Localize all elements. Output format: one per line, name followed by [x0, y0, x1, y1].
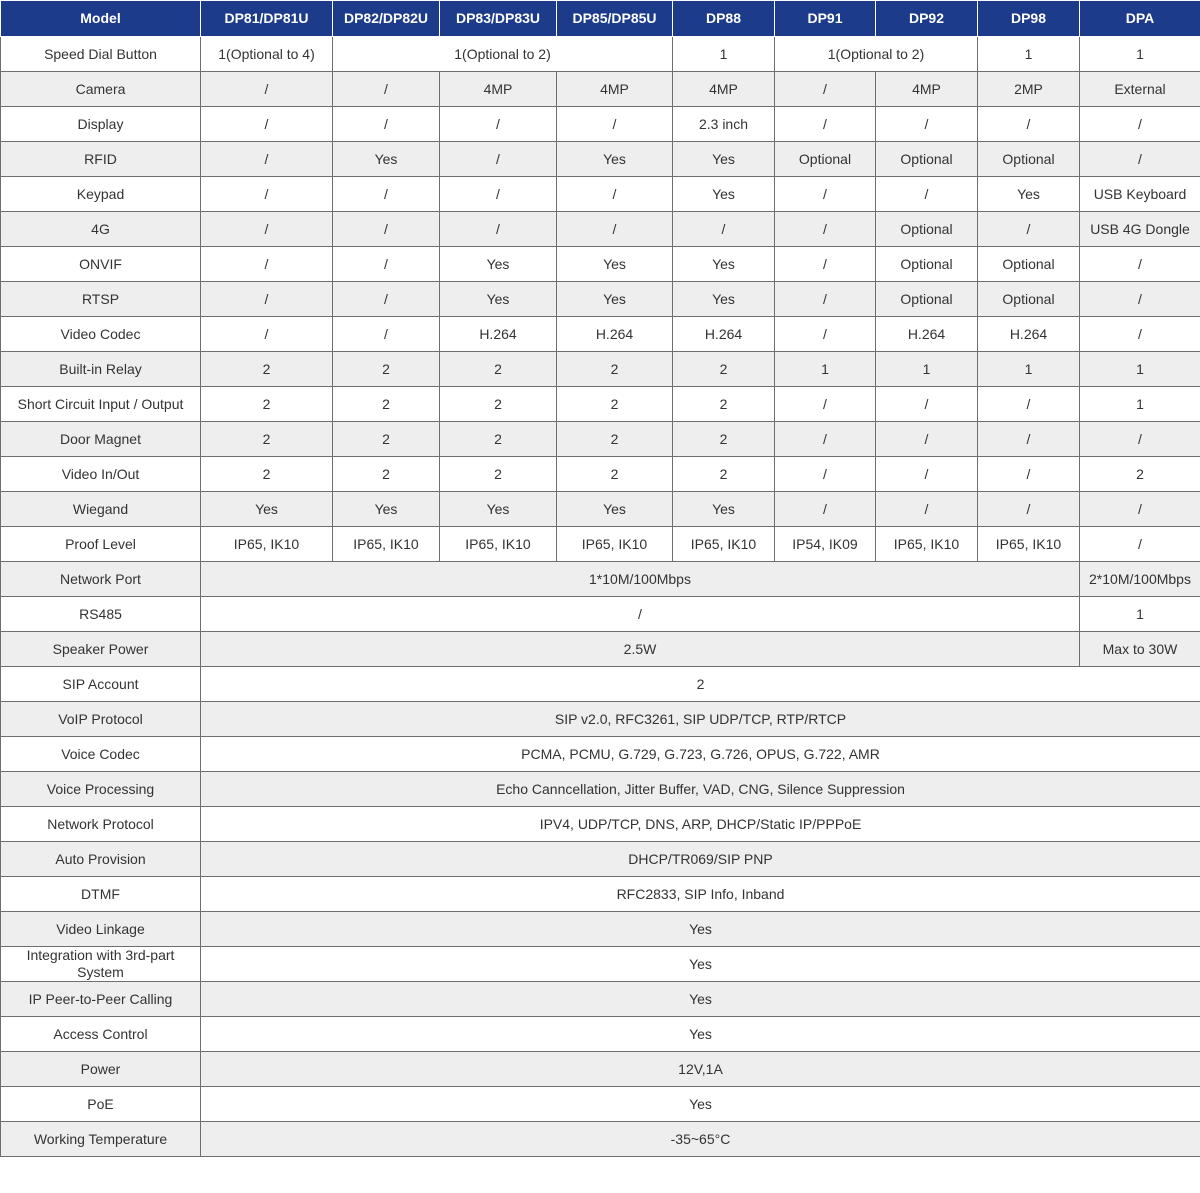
table-cell: Optional	[876, 142, 978, 177]
table-cell: 1	[1080, 37, 1200, 72]
row-label: SIP Account	[1, 667, 201, 702]
table-cell: Yes	[333, 142, 440, 177]
row-label: IP Peer-to-Peer Calling	[1, 982, 201, 1017]
table-cell: /	[201, 247, 333, 282]
table-cell: /	[1080, 142, 1200, 177]
table-cell: /	[978, 422, 1080, 457]
table-cell: Yes	[201, 1017, 1200, 1052]
table-header-row	[1, 1, 1200, 37]
table-cell: Yes	[557, 492, 673, 527]
table-cell: 4MP	[557, 72, 673, 107]
table-cell: /	[978, 457, 1080, 492]
table-cell: /	[333, 317, 440, 352]
table-cell: /	[440, 212, 557, 247]
table-cell: Yes	[333, 492, 440, 527]
table-cell: Max to 30W	[1080, 632, 1200, 667]
table-cell: 2.5W	[201, 632, 1080, 667]
row-label: Working Temperature	[1, 1122, 201, 1157]
table-cell: USB Keyboard	[1080, 177, 1200, 212]
table-row	[1, 387, 1200, 422]
row-label: RS485	[1, 597, 201, 632]
table-cell: /	[775, 177, 876, 212]
table-cell: Yes	[673, 177, 775, 212]
table-cell: 2	[440, 387, 557, 422]
table-cell: /	[333, 212, 440, 247]
table-cell: 2	[201, 667, 1200, 702]
table-row	[1, 667, 1200, 702]
table-cell: Echo Canncellation, Jitter Buffer, VAD, CNG, Silence Suppression	[201, 772, 1200, 807]
table-cell: IP65, IK10	[201, 527, 333, 562]
row-label: Keypad	[1, 177, 201, 212]
table-cell: 1	[673, 37, 775, 72]
column-header-model-name: DP88	[673, 1, 775, 37]
row-label: Auto Provision	[1, 842, 201, 877]
table-cell: /	[201, 317, 333, 352]
table-cell: 2	[201, 457, 333, 492]
table-row	[1, 352, 1200, 387]
table-cell: -35~65°C	[201, 1122, 1200, 1157]
table-cell: /	[201, 72, 333, 107]
table-cell: 2	[440, 352, 557, 387]
table-cell: External	[1080, 72, 1200, 107]
table-cell: 4MP	[673, 72, 775, 107]
row-label: DTMF	[1, 877, 201, 912]
table-cell: /	[333, 107, 440, 142]
table-cell: 12V,1A	[201, 1052, 1200, 1087]
table-cell: /	[1080, 527, 1200, 562]
table-row	[1, 422, 1200, 457]
table-cell: 2	[201, 422, 333, 457]
table-cell: 1	[876, 352, 978, 387]
table-cell: Yes	[201, 912, 1200, 947]
table-cell: Yes	[557, 247, 673, 282]
table-cell: Yes	[557, 282, 673, 317]
table-row	[1, 72, 1200, 107]
table-cell: /	[775, 387, 876, 422]
table-cell: IP65, IK10	[440, 527, 557, 562]
table-cell: /	[1080, 422, 1200, 457]
table-cell: Yes	[440, 247, 557, 282]
table-cell: Yes	[673, 492, 775, 527]
table-cell: /	[978, 107, 1080, 142]
table-cell: SIP v2.0, RFC3261, SIP UDP/TCP, RTP/RTCP	[201, 702, 1200, 737]
column-header-model-name: DP85/DP85U	[557, 1, 673, 37]
table-cell: 1	[1080, 352, 1200, 387]
table-cell: 1(Optional to 2)	[333, 37, 673, 72]
table-cell: /	[876, 457, 978, 492]
table-cell: Optional	[876, 282, 978, 317]
column-header-model-name: DP92	[876, 1, 978, 37]
table-cell: /	[876, 107, 978, 142]
row-label: VoIP Protocol	[1, 702, 201, 737]
table-cell: /	[333, 282, 440, 317]
table-cell: 2.3 inch	[673, 107, 775, 142]
table-cell: IP65, IK10	[673, 527, 775, 562]
table-cell: 1	[775, 352, 876, 387]
table-cell: /	[978, 492, 1080, 527]
table-row	[1, 1122, 1200, 1157]
table-cell: DHCP/TR069/SIP PNP	[201, 842, 1200, 877]
table-cell: /	[775, 72, 876, 107]
table-cell: H.264	[978, 317, 1080, 352]
table-cell: Yes	[978, 177, 1080, 212]
table-cell: 2	[1080, 457, 1200, 492]
table-cell: /	[1080, 492, 1200, 527]
row-label: RFID	[1, 142, 201, 177]
table-cell: 2	[673, 387, 775, 422]
table-cell: Optional	[876, 247, 978, 282]
table-cell: PCMA, PCMU, G.729, G.723, G.726, OPUS, G.722, AMR	[201, 737, 1200, 772]
table-cell: /	[201, 597, 1080, 632]
table-cell: /	[876, 422, 978, 457]
table-cell: /	[333, 72, 440, 107]
table-cell: Optional	[978, 282, 1080, 317]
table-cell: Optional	[775, 142, 876, 177]
table-cell: /	[775, 212, 876, 247]
table-row	[1, 1052, 1200, 1087]
table-row	[1, 37, 1200, 72]
table-cell: IPV4, UDP/TCP, DNS, ARP, DHCP/Static IP/PPPoE	[201, 807, 1200, 842]
table-cell: /	[201, 282, 333, 317]
table-cell: 1	[978, 37, 1080, 72]
table-cell: IP54, IK09	[775, 527, 876, 562]
table-cell: H.264	[673, 317, 775, 352]
table-cell: /	[440, 142, 557, 177]
table-cell: /	[673, 212, 775, 247]
table-cell: Optional	[978, 247, 1080, 282]
table-row	[1, 1017, 1200, 1052]
table-cell: /	[775, 282, 876, 317]
row-label: PoE	[1, 1087, 201, 1122]
table-row	[1, 632, 1200, 667]
table-cell: Yes	[673, 142, 775, 177]
table-cell: /	[1080, 107, 1200, 142]
table-cell: /	[1080, 282, 1200, 317]
table-cell: Yes	[673, 282, 775, 317]
table-cell: /	[775, 107, 876, 142]
table-row	[1, 912, 1200, 947]
row-label: Proof Level	[1, 527, 201, 562]
table-cell: 1*10M/100Mbps	[201, 562, 1080, 597]
table-cell: 2	[673, 457, 775, 492]
table-cell: Yes	[201, 492, 333, 527]
table-cell: Yes	[440, 282, 557, 317]
table-cell: 2	[333, 352, 440, 387]
table-cell: 2	[673, 422, 775, 457]
row-label: Speed Dial Button	[1, 37, 201, 72]
row-label: Camera	[1, 72, 201, 107]
table-cell: 1(Optional to 2)	[775, 37, 978, 72]
row-label: Door Magnet	[1, 422, 201, 457]
column-header-model-name: DP81/DP81U	[201, 1, 333, 37]
table-cell: /	[876, 177, 978, 212]
table-row	[1, 282, 1200, 317]
table-cell: /	[201, 177, 333, 212]
table-cell: 4MP	[440, 72, 557, 107]
table-row	[1, 597, 1200, 632]
table-cell: /	[440, 107, 557, 142]
table-cell: /	[333, 177, 440, 212]
table-cell: 2	[333, 422, 440, 457]
table-cell: H.264	[876, 317, 978, 352]
table-cell: H.264	[557, 317, 673, 352]
row-label: Integration with 3rd-part System	[1, 947, 201, 982]
table-row	[1, 177, 1200, 212]
table-cell: 2*10M/100Mbps	[1080, 562, 1200, 597]
table-cell: 2MP	[978, 72, 1080, 107]
table-cell: Optional	[978, 142, 1080, 177]
table-cell: /	[1080, 317, 1200, 352]
row-label: 4G	[1, 212, 201, 247]
table-cell: /	[333, 247, 440, 282]
table-row	[1, 842, 1200, 877]
table-row	[1, 212, 1200, 247]
table-cell: /	[201, 107, 333, 142]
row-label: Wiegand	[1, 492, 201, 527]
row-label: Short Circuit Input / Output	[1, 387, 201, 422]
table-cell: /	[557, 177, 673, 212]
table-cell: /	[201, 142, 333, 177]
table-cell: Yes	[201, 982, 1200, 1017]
table-cell: Yes	[201, 1087, 1200, 1122]
table-cell: /	[978, 387, 1080, 422]
table-cell: RFC2833, SIP Info, Inband	[201, 877, 1200, 912]
row-label: Video In/Out	[1, 457, 201, 492]
table-row	[1, 807, 1200, 842]
table-cell: 2	[440, 422, 557, 457]
table-cell: /	[775, 317, 876, 352]
table-cell: 1	[1080, 387, 1200, 422]
row-label: Video Codec	[1, 317, 201, 352]
column-header-model-name: DP83/DP83U	[440, 1, 557, 37]
table-cell: H.264	[440, 317, 557, 352]
column-header-model-name: DP82/DP82U	[333, 1, 440, 37]
column-header-model-name: DP91	[775, 1, 876, 37]
table-cell: /	[775, 492, 876, 527]
table-row	[1, 317, 1200, 352]
table-row	[1, 142, 1200, 177]
table-row	[1, 982, 1200, 1017]
table-cell: /	[876, 492, 978, 527]
table-row	[1, 562, 1200, 597]
table-cell: Yes	[201, 947, 1200, 982]
table-cell: Yes	[557, 142, 673, 177]
table-row	[1, 1087, 1200, 1122]
row-label: Voice Codec	[1, 737, 201, 772]
table-cell: 1(Optional to 4)	[201, 37, 333, 72]
table-cell: /	[557, 107, 673, 142]
table-cell: /	[876, 387, 978, 422]
table-cell: 2	[673, 352, 775, 387]
table-cell: 2	[557, 352, 673, 387]
row-label: ONVIF	[1, 247, 201, 282]
row-label: Power	[1, 1052, 201, 1087]
table-row	[1, 737, 1200, 772]
table-body	[1, 37, 1200, 1157]
table-row	[1, 492, 1200, 527]
table-cell: 1	[1080, 597, 1200, 632]
table-row	[1, 877, 1200, 912]
table-row	[1, 247, 1200, 282]
table-cell: 2	[201, 387, 333, 422]
row-label: Display	[1, 107, 201, 142]
table-cell: 2	[557, 422, 673, 457]
row-label: Network Port	[1, 562, 201, 597]
table-cell: Yes	[673, 247, 775, 282]
table-cell: /	[557, 212, 673, 247]
table-cell: /	[978, 212, 1080, 247]
table-cell: 4MP	[876, 72, 978, 107]
table-cell: 2	[201, 352, 333, 387]
table-row	[1, 107, 1200, 142]
table-cell: /	[775, 457, 876, 492]
row-label: Access Control	[1, 1017, 201, 1052]
table-cell: 2	[333, 457, 440, 492]
table-cell: USB 4G Dongle	[1080, 212, 1200, 247]
table-cell: /	[201, 212, 333, 247]
row-label: Built-in Relay	[1, 352, 201, 387]
table-cell: /	[775, 422, 876, 457]
row-label: Video Linkage	[1, 912, 201, 947]
column-header-model-name: DP98	[978, 1, 1080, 37]
table-cell: 2	[333, 387, 440, 422]
row-label: RTSP	[1, 282, 201, 317]
column-header-model-name: DPA	[1080, 1, 1200, 37]
table-row	[1, 772, 1200, 807]
table-row	[1, 527, 1200, 562]
table-cell: Yes	[440, 492, 557, 527]
row-label: Speaker Power	[1, 632, 201, 667]
table-cell: 2	[557, 387, 673, 422]
table-cell: /	[775, 247, 876, 282]
table-row	[1, 457, 1200, 492]
table-cell: 2	[440, 457, 557, 492]
table-row	[1, 947, 1200, 982]
row-label: Voice Processing	[1, 772, 201, 807]
table-cell: 1	[978, 352, 1080, 387]
table-cell: /	[1080, 247, 1200, 282]
table-cell: IP65, IK10	[876, 527, 978, 562]
column-header-model: Model	[1, 1, 201, 37]
table-row	[1, 702, 1200, 737]
table-cell: IP65, IK10	[557, 527, 673, 562]
table-cell: IP65, IK10	[978, 527, 1080, 562]
table-cell: 2	[557, 457, 673, 492]
table-cell: IP65, IK10	[333, 527, 440, 562]
table-cell: Optional	[876, 212, 978, 247]
table-cell: /	[440, 177, 557, 212]
row-label: Network Protocol	[1, 807, 201, 842]
